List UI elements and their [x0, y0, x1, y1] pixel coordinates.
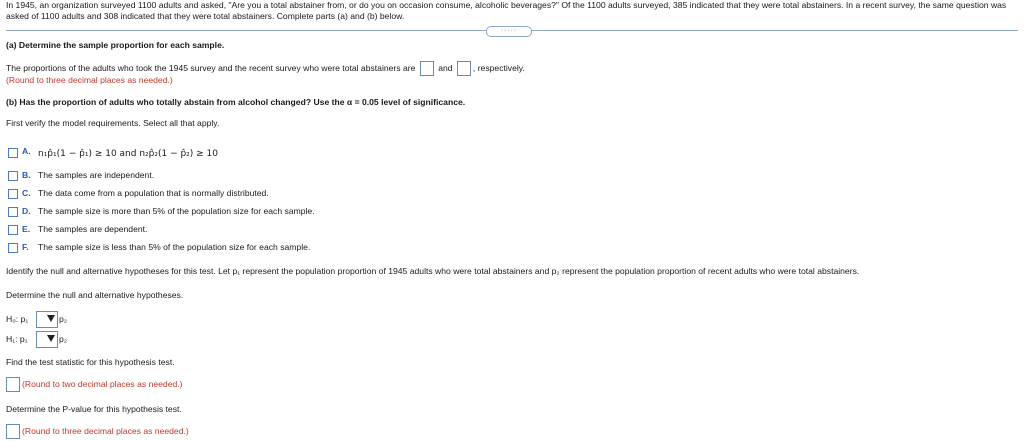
test-statistic-rounding-note: (Round to two decimal places as needed.) [22, 379, 183, 389]
option-e-checkbox[interactable] [8, 225, 18, 235]
h0-operator-select[interactable] [36, 311, 58, 328]
h0-p2-label: p₂ [59, 314, 68, 324]
expand-more-button[interactable]: ····· [486, 26, 532, 37]
option-e-letter: E. [22, 224, 31, 234]
option-f-text: The sample size is less than 5% of the population size for each sample. [38, 242, 311, 252]
option-f-checkbox[interactable] [8, 243, 18, 253]
pvalue-input[interactable] [6, 424, 20, 439]
part-b-heading: (b) Has the proportion of adults who totally abstain from alcohol changed? Use the α = 0.05 level of significance. [6, 97, 466, 107]
identify-hypotheses-text: Identify the null and alternative hypotheses for this test. Let p₁ represent the population proportion of 1945 adults who were total abstainers and p₂ represent the population proportion of recent adults who were total abstainers. [6, 266, 860, 276]
option-d-checkbox[interactable] [8, 207, 18, 217]
option-c-text: The data come from a population that is normally distributed. [38, 188, 269, 198]
option-b-letter: B. [22, 170, 31, 180]
test-statistic-input[interactable] [6, 377, 20, 392]
option-a-text: n₁p̂₁(1 − p̂₁) ≥ 10 and n₂p̂₂(1 − p̂₂) ≥ 10 [38, 149, 219, 159]
option-a-letter: A. [22, 146, 31, 156]
part-a-rounding-note: (Round to three decimal places as needed.) [6, 75, 173, 85]
h0-label: H₀: p₁ [6, 314, 29, 324]
option-c-letter: C. [22, 188, 31, 198]
verify-requirements-text: First verify the model requirements. Select all that apply. [6, 118, 220, 128]
option-b-checkbox[interactable] [8, 171, 18, 181]
part-a-prompt-text: The proportions of the adults who took the 1945 survey and the recent survey who were total abstainers are [6, 62, 416, 73]
part-a-and: and [438, 62, 453, 73]
option-c-checkbox[interactable] [8, 189, 18, 199]
test-statistic-prompt: Find the test statistic for this hypothesis test. [6, 357, 175, 367]
h1-operator-select[interactable] [36, 331, 58, 348]
option-d-letter: D. [22, 206, 31, 216]
proportion-1945-input[interactable] [420, 61, 434, 76]
problem-intro: In 1945, an organization surveyed 1100 adults and asked, "Are you a total abstainer from, or do you on occasion consume, alcoholic beverages?" Of the 1100 adults surveyed, 385 indicated that they were total abstainers. In a recent survey, the same question was asked of 1100 adults and 308 indicated that they were total abstainers. Complete parts (a) and (b) below. [6, 0, 1007, 21]
part-a-heading: (a) Determine the sample proportion for each sample. [6, 40, 225, 50]
proportion-recent-input[interactable] [457, 61, 471, 76]
option-d-text: The sample size is more than 5% of the population size for each sample. [38, 206, 315, 216]
option-a-checkbox[interactable] [8, 148, 18, 158]
part-a-respectively: , respectively. [472, 62, 525, 73]
pvalue-rounding-note: (Round to three decimal places as needed.) [22, 426, 189, 436]
option-e-text: The samples are dependent. [38, 224, 148, 234]
chevron-down-icon [47, 335, 55, 342]
h1-p2-label: p₂ [59, 334, 68, 344]
part-a-prompt [6, 61, 525, 76]
determine-hypotheses-text: Determine the null and alternative hypotheses. [6, 290, 184, 300]
option-f-letter: F. [22, 242, 29, 252]
option-b-text: The samples are independent. [38, 170, 155, 180]
pvalue-prompt: Determine the P-value for this hypothesis test. [6, 404, 182, 414]
chevron-down-icon [47, 315, 55, 322]
h1-label: H₁: p₁ [6, 334, 28, 344]
